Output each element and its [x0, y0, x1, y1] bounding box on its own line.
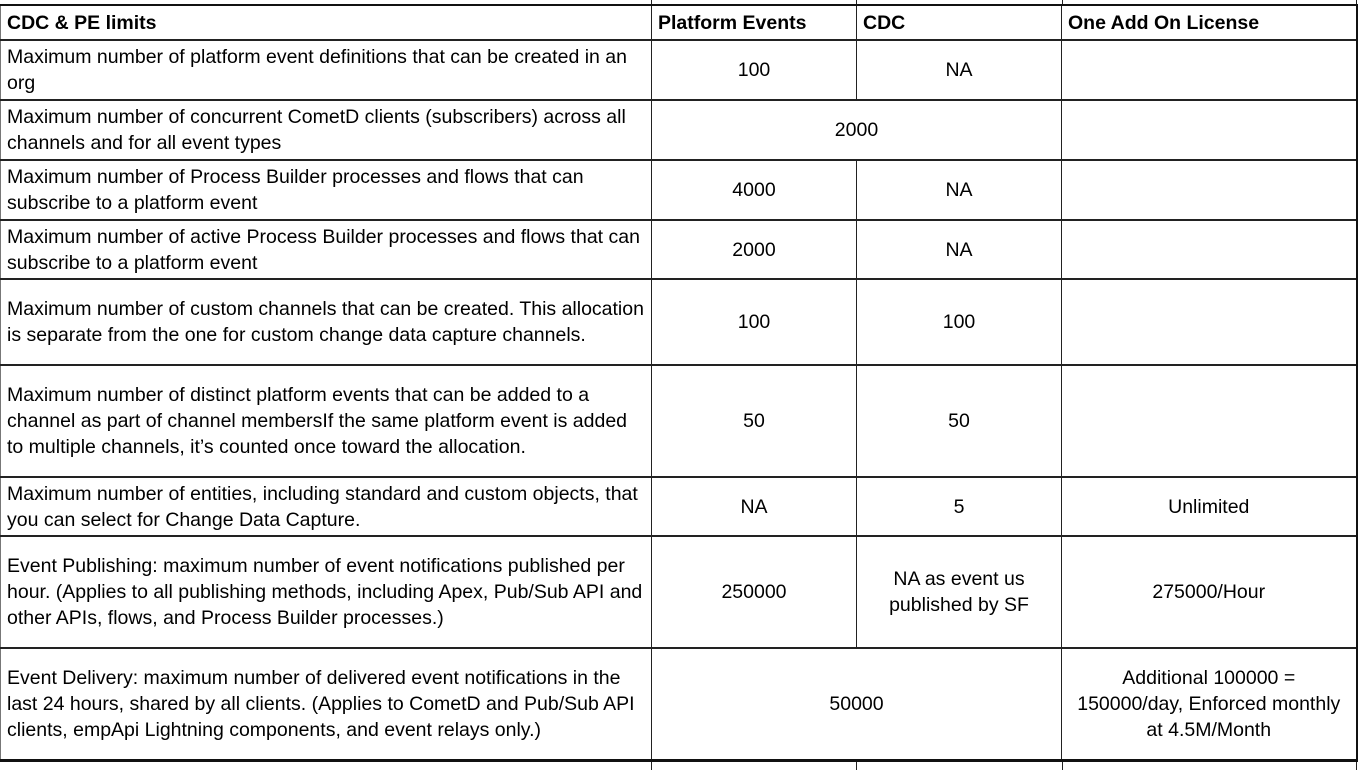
cdc-value: NA as event us published by SF [857, 536, 1062, 648]
add-on-license-value [1062, 365, 1357, 477]
cdc-value: NA [857, 160, 1062, 220]
shared-value: 50000 [652, 648, 1062, 760]
table-bottom-edge [0, 759, 1358, 770]
column-divider [1062, 762, 1063, 770]
platform-events-value: 50 [652, 365, 857, 477]
add-on-license-value: Unlimited [1062, 477, 1357, 536]
table-row [1, 648, 1357, 760]
table-row [1, 220, 1357, 279]
cdc-pe-limits-table [0, 4, 1358, 761]
table-row [1, 279, 1357, 365]
cdc-value: NA [857, 220, 1062, 279]
limit-description: Maximum number of platform event definitions that can be created in an org [1, 40, 652, 100]
add-on-license-value: Additional 100000 = 150000/day, Enforced monthly at 4.5M/Month [1062, 648, 1357, 760]
header-platform-events: Platform Events [652, 5, 857, 40]
column-divider [651, 762, 652, 770]
table-row [1, 160, 1357, 220]
add-on-license-value [1062, 220, 1357, 279]
platform-events-value: 100 [652, 40, 857, 100]
header-add-on-license: One Add On License [1062, 5, 1357, 40]
table-row [1, 365, 1357, 477]
add-on-license-value: 275000/Hour [1062, 536, 1357, 648]
header-limits: CDC & PE limits [1, 5, 652, 40]
table-row [1, 536, 1357, 648]
platform-events-value: 100 [652, 279, 857, 365]
limit-description: Maximum number of Process Builder processes and flows that can subscribe to a platform event [1, 160, 652, 220]
cdc-value: 5 [857, 477, 1062, 536]
platform-events-value: 250000 [652, 536, 857, 648]
limit-description: Maximum number of concurrent CometD clients (subscribers) across all channels and for all event types [1, 100, 652, 160]
platform-events-value: 2000 [652, 220, 857, 279]
add-on-license-value [1062, 40, 1357, 100]
cdc-value: NA [857, 40, 1062, 100]
add-on-license-value [1062, 160, 1357, 220]
cdc-value: 50 [857, 365, 1062, 477]
shared-value: 2000 [652, 100, 1062, 160]
table-row [1, 477, 1357, 536]
platform-events-value: 4000 [652, 160, 857, 220]
limit-description: Maximum number of entities, including standard and custom objects, that you can select for Change Data Capture. [1, 477, 652, 536]
cdc-value: 100 [857, 279, 1062, 365]
limit-description: Event Publishing: maximum number of event notifications published per hour. (Applies to all publishing methods, including Apex, Pub/Sub API and other APIs, flows, and Process Builder processes.) [1, 536, 652, 648]
table-row [1, 40, 1357, 100]
platform-events-value: NA [652, 477, 857, 536]
column-divider [1356, 762, 1357, 770]
limit-description: Maximum number of custom channels that can be created. This allocation is separate from the one for custom change data capture channels. [1, 279, 652, 365]
add-on-license-value [1062, 279, 1357, 365]
add-on-license-value [1062, 100, 1357, 160]
table-row [1, 100, 1357, 160]
column-divider [856, 762, 857, 770]
limit-description: Event Delivery: maximum number of delivered event notifications in the last 24 hours, shared by all clients. (Applies to CometD and Pub/Sub API clients, empApi Lightning components, and event relays only.) [1, 648, 652, 760]
header-cdc: CDC [857, 5, 1062, 40]
limit-description: Maximum number of distinct platform events that can be added to a channel as part of channel membersIf the same platform event is added to multiple channels, it’s counted once toward the allocation. [1, 365, 652, 477]
limit-description: Maximum number of active Process Builder processes and flows that can subscribe to a platform event [1, 220, 652, 279]
header-row [1, 5, 1357, 40]
